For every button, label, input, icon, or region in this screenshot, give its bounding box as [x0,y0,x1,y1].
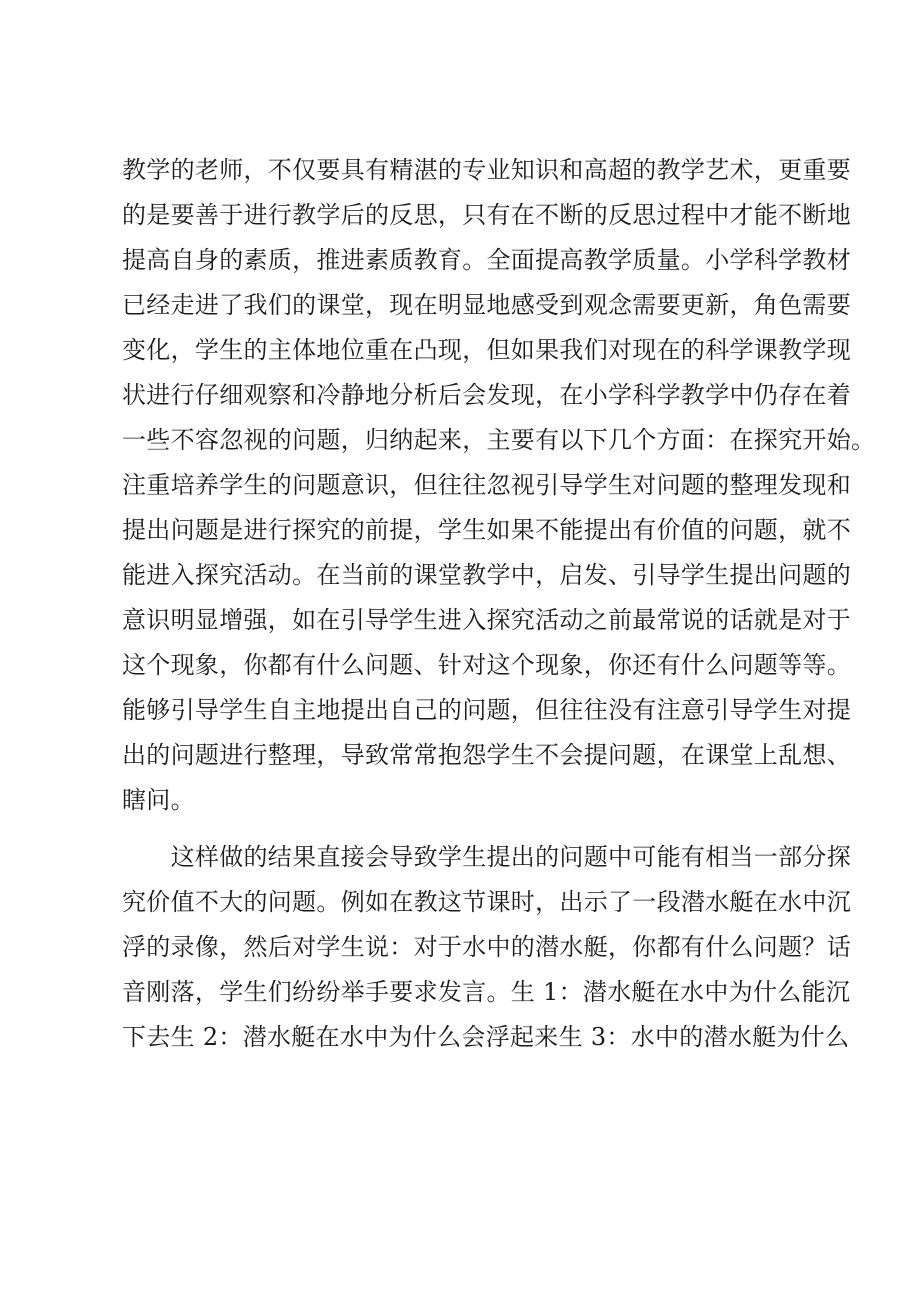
text-line: 出的问题进行整理，导致常常抱怨学生不会提问题，在课堂上乱想、 [122,741,851,769]
text-line: 变化，学生的主体地位重在凸现，但如果我们对现在的科学课教学现 [122,336,851,364]
text-line: 这样做的结果直接会导致学生提出的问题中可能有相当一部分探 [122,843,851,871]
text-line: 的是要善于进行教学后的反思，只有在不断的反思过程中才能不断地 [122,201,851,229]
text-line: 这个现象，你都有什么问题、针对这个现象，你还有什么问题等等。 [122,651,851,679]
paragraph-spacing [122,823,842,835]
text-line: 音刚落，学生们纷纷举手要求发言。生 1：潜水艇在水中为什么能沉 [122,978,851,1006]
text-line: 已经走进了我们的课堂，现在明显地感受到观念需要更新，角色需要 [122,291,851,319]
text-line: 状进行仔细观察和冷静地分析后会发现，在小学科学教学中仍存在着 [122,381,851,409]
paragraph-1 [122,148,876,823]
text-line: 究价值不大的问题。例如在教这节课时，出示了一段潜水艇在水中沉 [122,888,851,916]
paragraph-2 [122,835,851,1060]
text-line: 提高自身的素质，推进素质教育。全面提高教学质量。小学科学教材 [122,246,851,274]
text-line: 瞎问。 [122,786,195,814]
text-line: 能进入探究活动。在当前的课堂教学中，启发、引导学生提出问题的 [122,561,851,589]
text-line: 下去生 2：潜水艇在水中为什么会浮起来生 3：水中的潜水艇为什么 [122,1023,850,1051]
text-line: 浮的录像，然后对学生说：对于水中的潜水艇，你都有什么问题？话 [122,933,851,961]
text-line: 提出问题是进行探究的前提，学生如果不能提出有价值的问题，就不 [122,516,851,544]
text-line: 教学的老师，不仅要具有精湛的专业知识和高超的教学艺术，更重要 [122,156,851,184]
text-line: 一些不容忽视的问题，归纳起来，主要有以下几个方面：在探究开始。 [122,426,876,454]
body-text [122,148,876,1060]
text-line: 注重培养学生的问题意识，但往往忽视引导学生对问题的整理发现和 [122,471,851,499]
text-line: 能够引导学生自主地提出自己的问题，但往往没有注意引导学生对提 [122,696,851,724]
text-line: 意识明显增强，如在引导学生进入探究活动之前最常说的话就是对于 [122,606,851,634]
